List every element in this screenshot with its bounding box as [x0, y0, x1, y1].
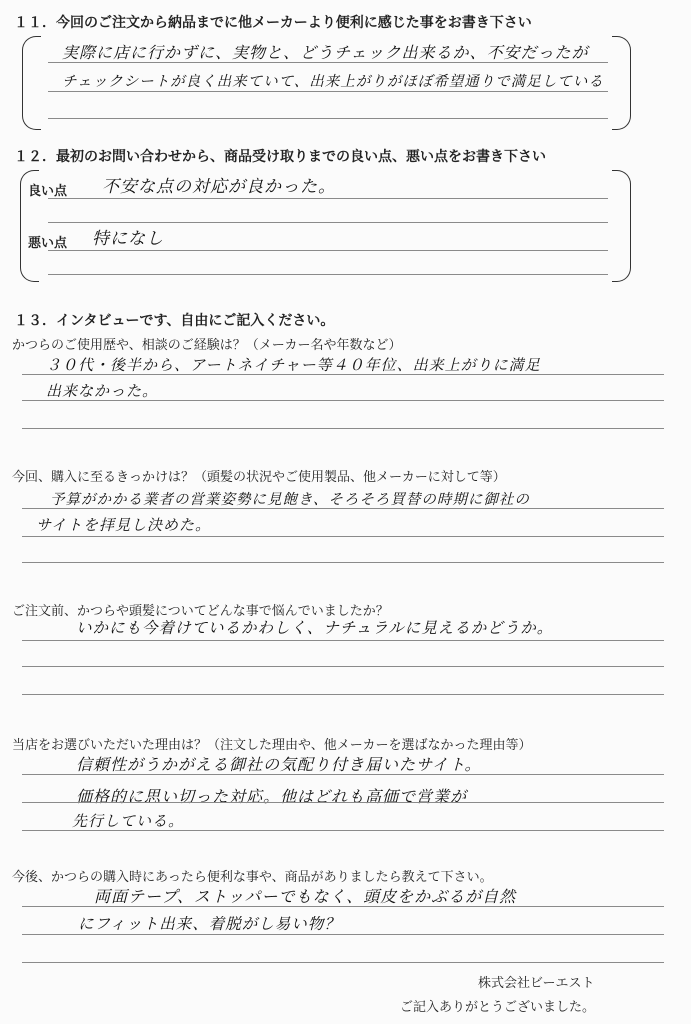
q11-answer-line-1: 実際に店に行かずに、実物と、どうチェック出来るか、不安だったが [62, 43, 589, 62]
ruled-line [22, 830, 664, 831]
q11-bracket-left [22, 36, 41, 130]
ruled-line [48, 198, 608, 199]
q13-sub3-prompt: ご注文前、かつらや頭髪についてどんな事で悩んでいましたか？ [12, 604, 389, 619]
ruled-line [22, 694, 664, 695]
q12-bracket-right [612, 170, 631, 282]
ruled-line [22, 428, 664, 429]
q13-sub5-prompt: 今後、かつらの購入時にあったら便利な事や、商品がありましたら教えて下さい。 [12, 870, 493, 885]
q13-sub2-answer-line-2: サイトを拝見し決めた。 [36, 516, 211, 534]
q13-sub4-prompt: 当店をお選びいただいた理由は？（注文した理由や、他メーカーを選ばなかった理由等） [12, 738, 532, 753]
q13-sub4-answer-line-1: 信頼性がうかがえる御社の気配り付き届いたサイト。 [76, 755, 482, 774]
q13-sub2-prompt: 今回、購入に至るきっかけは？（頭髪の状況やご使用製品、他メーカーに対して等） [12, 470, 506, 485]
ruled-line [22, 374, 664, 375]
q11-bracket-right [612, 36, 631, 130]
q13-sub4-answer-line-2: 価格的に思い切った対応。他はどれも高価で営業が [76, 787, 468, 806]
ruled-line [22, 934, 664, 935]
question-11-title: １１．今回のご注文から納品までに他メーカーより便利に感じた事をお書き下さい [14, 15, 532, 31]
ruled-line [22, 400, 664, 401]
q11-answer-line-2: チェックシートが良く出来ていて、出来上がりがほぼ希望通りで満足している [62, 74, 604, 90]
ruled-line [22, 906, 664, 907]
ruled-line [48, 118, 608, 119]
thanks-message: ご記入ありがとうございました。 [400, 1000, 596, 1015]
ruled-line [22, 508, 664, 509]
ruled-line [22, 562, 664, 563]
q13-sub3-answer-line-1: いかにも今着けているかわしく、ナチュラルに見えるかどうか。 [76, 619, 554, 637]
bad-point-answer: 特になし [92, 229, 164, 249]
q13-sub1-answer-line-1: ３０代・後半から、アートネイチャー等４０年位、出来上がりに満足 [46, 356, 541, 374]
ruled-line [22, 640, 664, 641]
ruled-line [48, 222, 608, 223]
bad-point-label: 悪い点 [28, 236, 68, 251]
ruled-line [48, 91, 608, 92]
q13-sub5-answer-line-1: 両面テープ、ストッパーでもなく、頭皮をかぶるが自然 [94, 887, 517, 906]
q13-sub1-prompt: かつらのご使用歴や、相談のご経験は？（メーカー名や年数など） [12, 338, 402, 353]
good-point-label: 良い点 [28, 184, 68, 199]
q13-sub1-answer-line-2: 出来なかった。 [46, 382, 159, 400]
q13-sub5-answer-line-2: にフィット出来、着脱がし易い物？ [78, 915, 341, 933]
ruled-line [48, 62, 608, 63]
q13-sub4-answer-line-3: 先行している。 [72, 812, 185, 830]
question-12-title: １２．最初のお問い合わせから、商品受け取りまでの良い点、悪い点をお書き下さい [14, 149, 546, 165]
ruled-line [48, 274, 608, 275]
ruled-line [22, 962, 664, 963]
good-point-answer: 不安な点の対応が良かった。 [102, 177, 336, 197]
question-13-title: １３．インタビューです、自由にご記入ください。 [14, 313, 335, 329]
ruled-line [22, 802, 664, 803]
ruled-line [22, 774, 664, 775]
ruled-line [48, 250, 608, 251]
company-name: 株式会社ビーエスト [478, 976, 595, 991]
q13-sub2-answer-line-1: 予算がかかる業者の営業姿勢に見飽き、そろそろ買替の時期に御社の [50, 492, 530, 508]
ruled-line [22, 536, 664, 537]
ruled-line [22, 666, 664, 667]
